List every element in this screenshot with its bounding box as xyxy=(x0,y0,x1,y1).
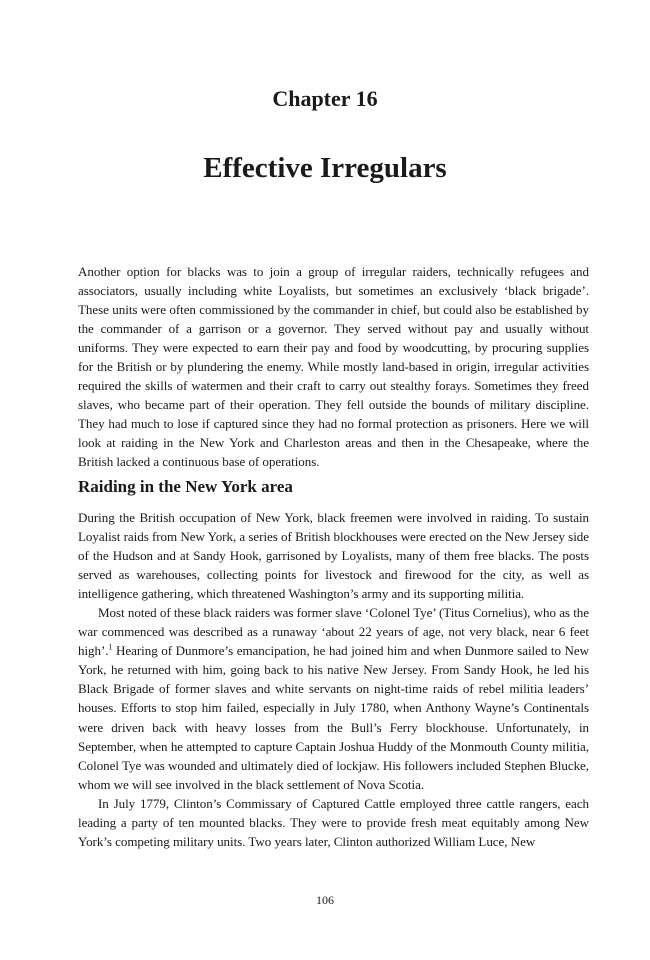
chapter-title: Effective Irregulars xyxy=(203,152,447,184)
section-paragraph-1: During the British occupation of New York, black freemen were involved in raiding. To sustain Loyalist raids from New York, a series of British blockhouses were erected on the New Jersey side of the Hudson and at Sandy Hook, garrisoned by Loyalists, many of them free blacks. The posts served as warehouses, collecting points for livestock and firewood for the city, as well as intelligence gathering, which threatened Washington’s army and its supporting militia. xyxy=(78,510,589,602)
paragraph-2-text-after-note: Hearing of Dunmore’s emancipation, he had joined him and when Dunmore sailed to New York, he returned with him, going back to his native New Jersey. From Sandy Hook, he led his Black Brigade of former slaves and white servants on night-time raids of rebel militia leaders’ houses. Efforts to stop him failed, especially in July 1780, when Anthony Wayne’s Continentals were driven back with heavy losses from the Bull’s Ferry blockhouse. Unfortunately, in September, when he attempted to capture Captain Joshua Huddy of the Monmouth County militia, Colonel Tye was wounded and ultimately died of lockjaw. His followers included Stephen Blucke, whom we will see involved in the black settlement of Nova Scotia. xyxy=(78,643,589,792)
chapter-label: Chapter 16 xyxy=(272,86,378,111)
footnote-marker: 1 xyxy=(108,642,113,652)
page-number: 106 xyxy=(316,893,334,907)
section-heading: Raiding in the New York area xyxy=(78,477,293,496)
paragraph-2-text-before-note: Most noted of these black raiders was former slave ‘Colonel Tye’ (Titus Cornelius), who as the war commenced was described as a runaway ‘about 22 years of age, not very black, near 6 feet high’. xyxy=(78,605,589,659)
section-paragraph-2 xyxy=(78,603,589,793)
section-paragraph-3: In July 1779, Clinton’s Commissary of Captured Cattle employed three cattle rangers, each leading a party of ten mounted blacks. They were to provide fresh meat equitably among New York’s competing military units. Two years later, Clinton authorized William Luce, New xyxy=(78,795,589,849)
section-body xyxy=(78,508,589,851)
intro-paragraph: Another option for blacks was to join a group of irregular raiders, technically refugees and associators, usually including white Loyalists, but sometimes an exclusively ‘black brigade’. These units were often commissioned by the commander in chief, but could also be established by the commander of a garrison or a governor. They served without pay and usually without uniforms. They were expected to earn their pay and food by woodcutting, by procuring supplies for the British or by plundering the enemy. While mostly land-based in origin, irregular activities required the skills of watermen and their craft to carry out stealthy forays. Sometimes they freed slaves, who became part of their operation. They fell outside the bounds of military discipline. They had much to lose if captured since they had no formal protection as prisoners. Here we will look at raiding in the New York and Charleston areas and then in the Chesapeake, where the British lacked a continuous base of operations. xyxy=(78,264,589,470)
